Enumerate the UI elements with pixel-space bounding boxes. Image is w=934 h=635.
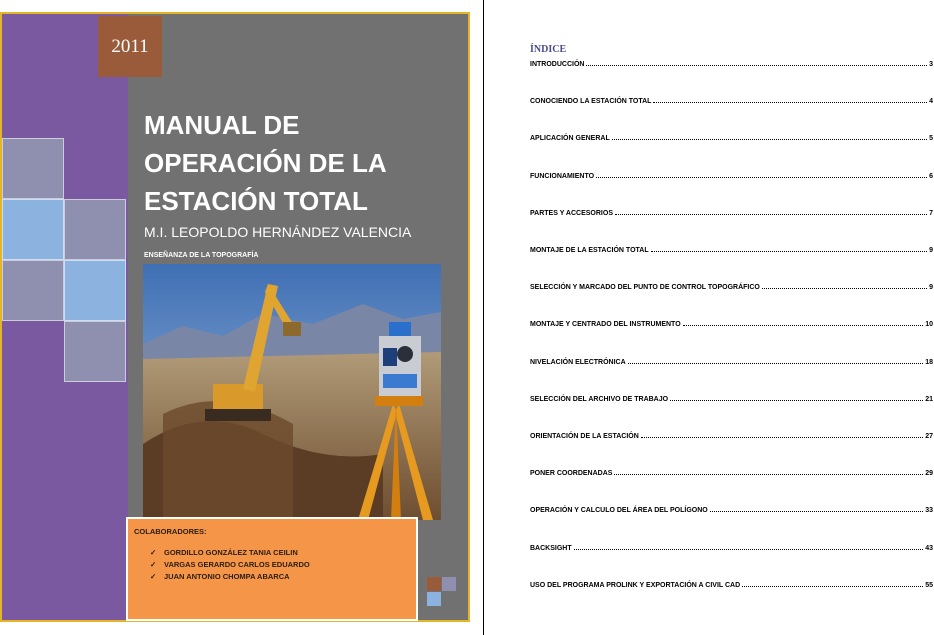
- toc-leader-dots: [586, 65, 927, 66]
- toc-leader-dots: [683, 325, 924, 326]
- toc-entry-page: 33: [925, 507, 933, 515]
- decor-square: [427, 592, 441, 606]
- collaborator-name: VARGAS GERARDO CARLOS EDUARDO: [164, 560, 310, 569]
- cover-title-line: OPERACIÓN DE LA: [144, 148, 387, 178]
- toc-entry-page: 4: [929, 98, 933, 106]
- toc-entry-label: PARTES Y ACCESORIOS: [530, 209, 613, 217]
- toc-entry-label: APLICACIÓN GENERAL: [530, 135, 610, 143]
- toc-leader-dots: [596, 177, 927, 178]
- toc-leader-dots: [653, 102, 927, 103]
- toc-leader-dots: [641, 437, 923, 438]
- cover-photo-total-station: [143, 264, 441, 520]
- toc-entry-label: MONTAJE DE LA ESTACIÓN TOTAL: [530, 247, 649, 254]
- toc-entry-page: 29: [925, 470, 933, 478]
- toc-entry[interactable]: [530, 170, 933, 180]
- toc-entry-page: 21: [925, 395, 933, 403]
- decor-square: [64, 260, 126, 321]
- collaborator-name: GORDILLO GONZÁLEZ TANIA CEILIN: [164, 548, 298, 557]
- toc-entry-page: 10: [925, 321, 933, 329]
- decor-square: [2, 138, 64, 199]
- toc-entry-label: CONOCIENDO LA ESTACIÓN TOTAL: [530, 98, 652, 106]
- cover-author: M.I. LEOPOLDO HERNÁNDEZ VALENCIA: [144, 224, 412, 240]
- toc-entry-page: 9: [929, 247, 933, 254]
- checkmark-icon: ✓: [150, 560, 157, 569]
- toc-entry-page: 18: [925, 358, 933, 366]
- toc-leader-dots: [574, 549, 924, 550]
- decor-square: [2, 199, 64, 260]
- toc-leader-dots: [710, 511, 923, 512]
- toc-entry[interactable]: [530, 58, 933, 68]
- toc-entry[interactable]: [530, 356, 933, 366]
- toc-entry-page: 27: [925, 433, 933, 440]
- toc-leader-dots: [762, 288, 927, 289]
- collaborators-list: [150, 547, 310, 583]
- toc-entry-label: SELECCIÓN DEL ARCHIVO DE TRABAJO: [530, 395, 669, 403]
- cover-page: [0, 12, 470, 622]
- toc-entry[interactable]: [530, 467, 933, 477]
- toc-entry[interactable]: [530, 318, 933, 328]
- collaborators-box: [126, 517, 418, 621]
- list-item: [150, 547, 310, 559]
- toc-leader-dots: [628, 363, 924, 364]
- toc-leader-dots: [612, 139, 927, 140]
- collaborators-title: COLABORADORES:: [134, 527, 207, 536]
- toc-heading: ÍNDICE: [530, 44, 567, 55]
- toc-leader-dots: [615, 214, 927, 215]
- toc-entry[interactable]: [530, 430, 933, 440]
- toc-entry-page: 9: [929, 284, 933, 292]
- toc-entry-label: MONTAJE Y CENTRADO DEL INSTRUMENTO: [530, 321, 681, 329]
- toc-entry[interactable]: [530, 281, 933, 291]
- toc-entry-page: 3: [929, 61, 933, 68]
- toc-entry-label: FUNCIONAMIENTO: [530, 172, 595, 180]
- year-badge: 2011: [98, 16, 162, 77]
- toc-entry-label: NIVELACIÓN ELECTRÓNICA: [530, 358, 626, 366]
- cover-title: [144, 106, 464, 220]
- toc-entry-page: 43: [925, 544, 933, 552]
- toc-leader-dots: [670, 400, 923, 401]
- toc-entry-label: ORIENTACIÓN DE LA ESTACIÓN: [530, 433, 639, 440]
- toc-entry-label: BACKSIGHT: [530, 544, 572, 552]
- toc-entry[interactable]: [530, 207, 933, 217]
- toc-leader-dots: [651, 251, 927, 252]
- toc-entry[interactable]: [530, 244, 933, 254]
- list-item: [150, 559, 310, 571]
- collaborator-name: JUAN ANTONIO CHOMPA ABARCA: [164, 572, 290, 581]
- page-divider: [483, 0, 484, 635]
- decor-square: [64, 199, 126, 260]
- cover-subject: ENSEÑANZA DE LA TOPOGRAFÍA: [144, 252, 259, 259]
- checkmark-icon: ✓: [150, 572, 157, 581]
- cover-title-line: MANUAL DE: [144, 110, 300, 140]
- toc-entry-label: SELECCIÓN Y MARCADO DEL PUNTO DE CONTROL TOPOGRÁFICO: [530, 284, 760, 292]
- toc-entry[interactable]: [530, 95, 933, 105]
- toc-entry-label: OPERACIÓN Y CALCULO DEL ÁREA DEL POLÍGONO: [530, 507, 708, 515]
- cover-title-line: ESTACIÓN TOTAL: [144, 186, 368, 216]
- toc-entry[interactable]: [530, 542, 933, 552]
- toc-leader-dots: [742, 586, 923, 587]
- decor-square: [442, 577, 456, 591]
- toc-entry-page: 6: [929, 172, 933, 180]
- toc-entry-label: INTRODUCCIÓN: [530, 61, 585, 68]
- toc-entry-page: 55: [925, 581, 933, 589]
- toc-entry[interactable]: [530, 504, 933, 514]
- toc-entry-page: 7: [929, 209, 933, 217]
- decor-square: [427, 577, 441, 591]
- checkmark-icon: ✓: [150, 548, 157, 557]
- toc-entry[interactable]: [530, 579, 933, 589]
- decor-square: [2, 260, 64, 321]
- toc-entry-label: USO DEL PROGRAMA PROLINK Y EXPORTACIÓN A CIVIL CAD: [530, 581, 741, 589]
- toc-entry-page: 5: [929, 135, 933, 143]
- toc-entry-label: PONER COORDENADAS: [530, 470, 613, 478]
- list-item: [150, 571, 310, 583]
- toc-leader-dots: [614, 474, 923, 475]
- decor-square: [64, 321, 126, 382]
- toc-entry[interactable]: [530, 132, 933, 142]
- toc-entry[interactable]: [530, 393, 933, 403]
